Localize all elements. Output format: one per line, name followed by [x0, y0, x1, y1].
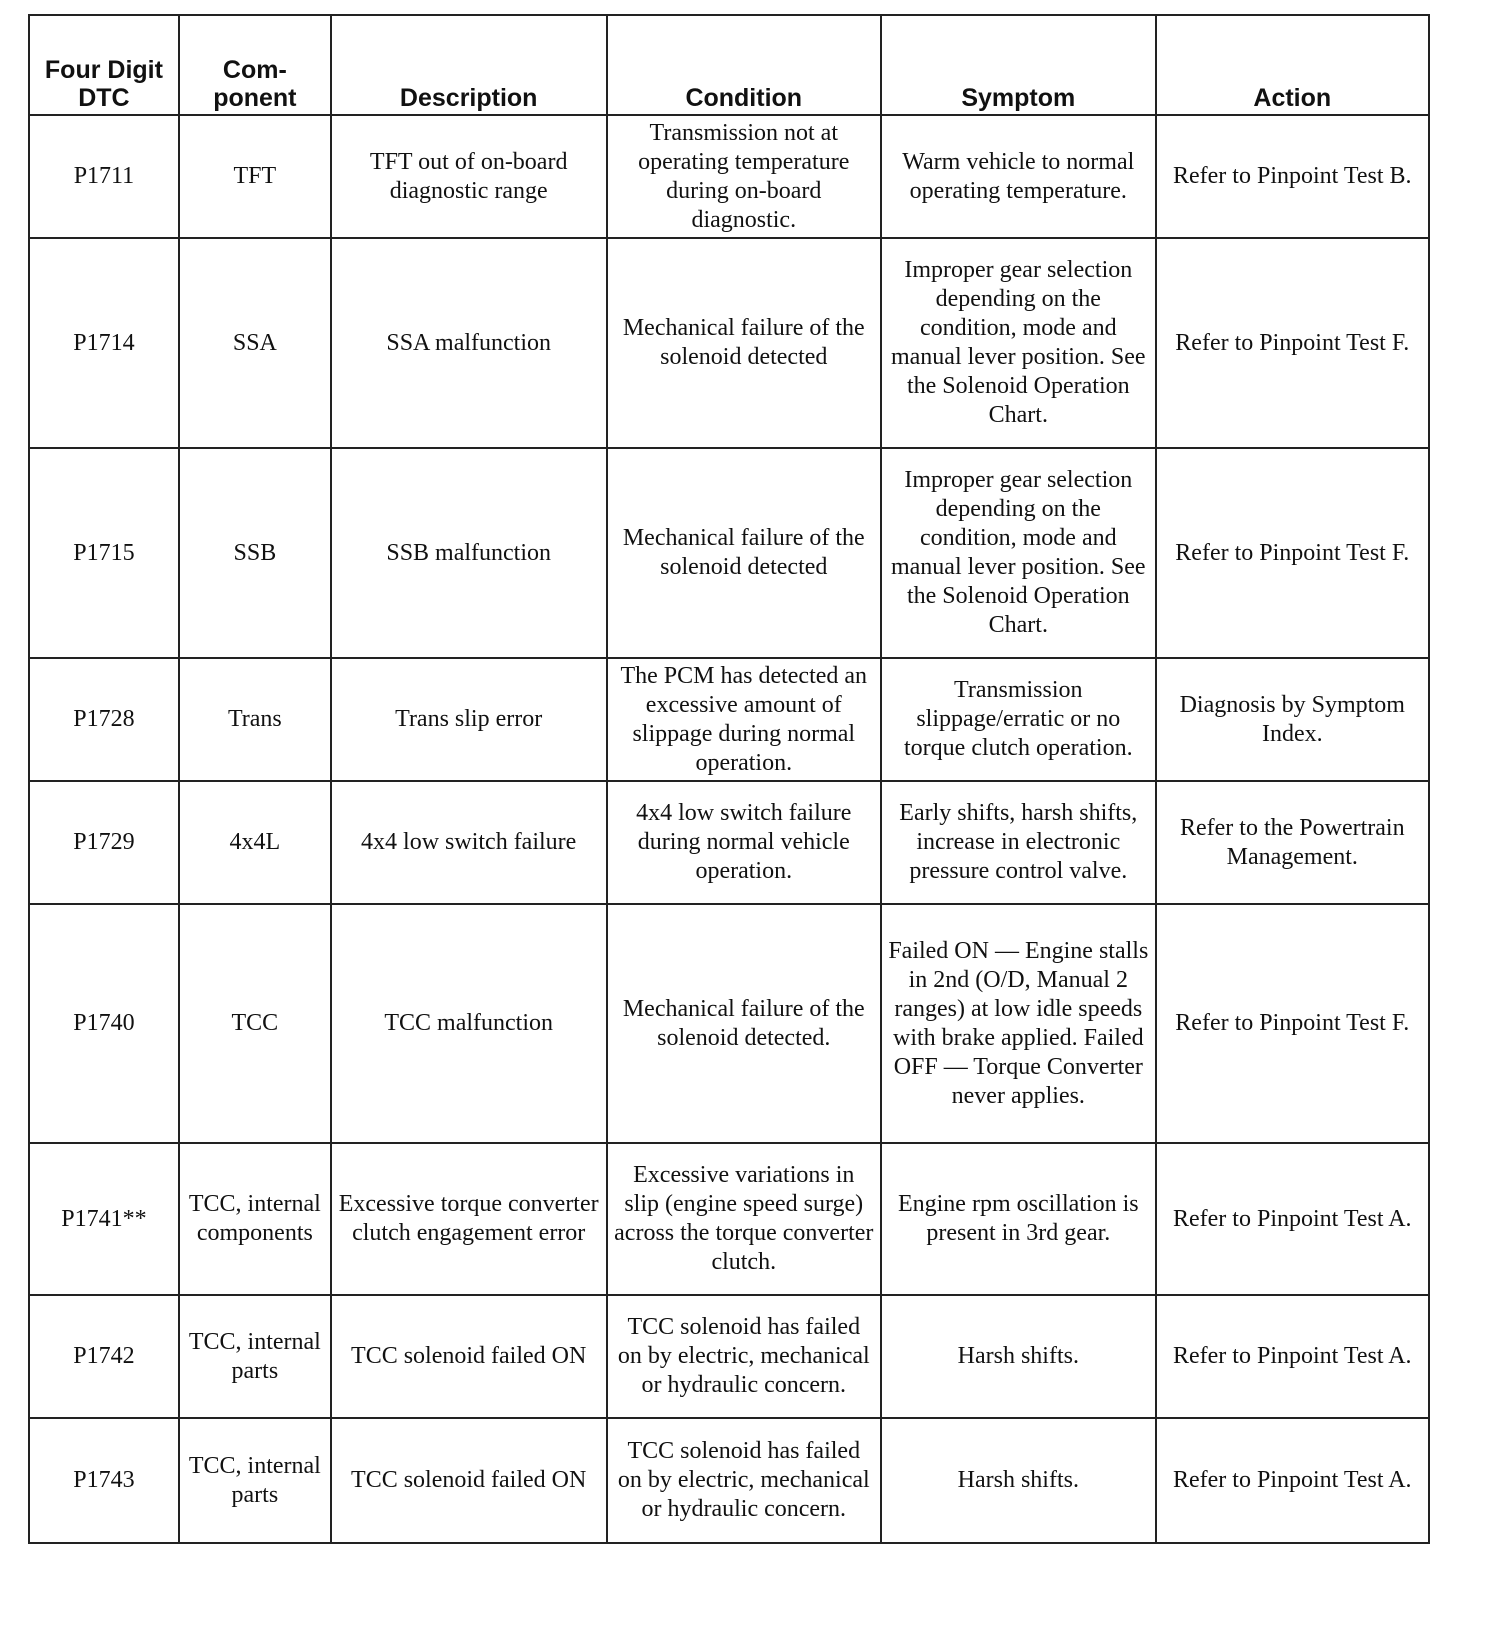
component-cell: TCC, internal parts [179, 1418, 331, 1543]
condition-cell: TCC solenoid has failed on by electric, mechanical or hydraulic concern. [607, 1295, 882, 1418]
description-cell: SSB malfunction [331, 448, 607, 658]
dtc-cell: P1715 [29, 448, 179, 658]
symptom-cell: Harsh shifts. [881, 1418, 1156, 1543]
component-cell: TCC, internal parts [179, 1295, 331, 1418]
symptom-cell: Harsh shifts. [881, 1295, 1156, 1418]
description-cell: 4x4 low switch failure [331, 781, 607, 904]
action-cell: Refer to the Powertrain Management. [1156, 781, 1429, 904]
dtc-cell: P1743 [29, 1418, 179, 1543]
condition-cell: Transmission not at operating temperature during on-board diagnostic. [607, 115, 882, 238]
table-row [29, 1143, 1429, 1295]
description-cell: TFT out of on-board diagnostic range [331, 115, 607, 238]
action-cell: Refer to Pinpoint Test A. [1156, 1418, 1429, 1543]
condition-cell: Mechanical failure of the solenoid detected [607, 448, 882, 658]
component-cell: TCC [179, 904, 331, 1143]
component-cell: TCC, internal components [179, 1143, 331, 1295]
header-description: Description [331, 15, 607, 115]
dtc-cell: P1742 [29, 1295, 179, 1418]
action-cell: Diagnosis by Symptom Index. [1156, 658, 1429, 781]
action-cell: Refer to Pinpoint Test F. [1156, 904, 1429, 1143]
component-cell: SSA [179, 238, 331, 448]
condition-cell: Mechanical failure of the solenoid detected. [607, 904, 882, 1143]
condition-cell: Excessive variations in slip (engine speed surge) across the torque converter clutch. [607, 1143, 882, 1295]
dtc-cell: P1728 [29, 658, 179, 781]
dtc-cell: P1740 [29, 904, 179, 1143]
description-cell: TCC solenoid failed ON [331, 1295, 607, 1418]
component-cell: 4x4L [179, 781, 331, 904]
component-cell: SSB [179, 448, 331, 658]
description-cell: Excessive torque converter clutch engagement error [331, 1143, 607, 1295]
action-cell: Refer to Pinpoint Test F. [1156, 448, 1429, 658]
action-cell: Refer to Pinpoint Test A. [1156, 1143, 1429, 1295]
component-cell: Trans [179, 658, 331, 781]
description-cell: SSA malfunction [331, 238, 607, 448]
condition-cell: The PCM has detected an excessive amount of slippage during normal operation. [607, 658, 882, 781]
header-dtc: Four Digit DTC [29, 15, 179, 115]
table-row [29, 238, 1429, 448]
action-cell: Refer to Pinpoint Test A. [1156, 1295, 1429, 1418]
description-cell: TCC solenoid failed ON [331, 1418, 607, 1543]
condition-cell: 4x4 low switch failure during normal vehicle operation. [607, 781, 882, 904]
header-component: Com-ponent [179, 15, 331, 115]
symptom-cell: Improper gear selection depending on the condition, mode and manual lever position. See the Solenoid Operation Chart. [881, 448, 1156, 658]
table-row [29, 781, 1429, 904]
description-cell: Trans slip error [331, 658, 607, 781]
action-cell: Refer to Pinpoint Test B. [1156, 115, 1429, 238]
symptom-cell: Failed ON — Engine stalls in 2nd (O/D, Manual 2 ranges) at low idle speeds with brake applied. Failed OFF — Torque Converter never applies. [881, 904, 1156, 1143]
header-row [29, 15, 1429, 115]
condition-cell: Mechanical failure of the solenoid detected [607, 238, 882, 448]
table-row [29, 904, 1429, 1143]
table-row [29, 1295, 1429, 1418]
table-row [29, 448, 1429, 658]
symptom-cell: Transmission slippage/erratic or no torque clutch operation. [881, 658, 1156, 781]
dtc-cell: P1741** [29, 1143, 179, 1295]
header-action: Action [1156, 15, 1429, 115]
component-cell: TFT [179, 115, 331, 238]
symptom-cell: Early shifts, harsh shifts, increase in electronic pressure control valve. [881, 781, 1156, 904]
table-row [29, 1418, 1429, 1543]
symptom-cell: Improper gear selection depending on the condition, mode and manual lever position. See the Solenoid Operation Chart. [881, 238, 1156, 448]
action-cell: Refer to Pinpoint Test F. [1156, 238, 1429, 448]
header-condition: Condition [607, 15, 882, 115]
dtc-cell: P1711 [29, 115, 179, 238]
condition-cell: TCC solenoid has failed on by electric, mechanical or hydraulic concern. [607, 1418, 882, 1543]
description-cell: TCC malfunction [331, 904, 607, 1143]
symptom-cell: Warm vehicle to normal operating temperature. [881, 115, 1156, 238]
dtc-cell: P1714 [29, 238, 179, 448]
dtc-table [28, 14, 1430, 1544]
table-row [29, 658, 1429, 781]
table-row [29, 115, 1429, 238]
header-symptom: Symptom [881, 15, 1156, 115]
dtc-cell: P1729 [29, 781, 179, 904]
symptom-cell: Engine rpm oscillation is present in 3rd gear. [881, 1143, 1156, 1295]
